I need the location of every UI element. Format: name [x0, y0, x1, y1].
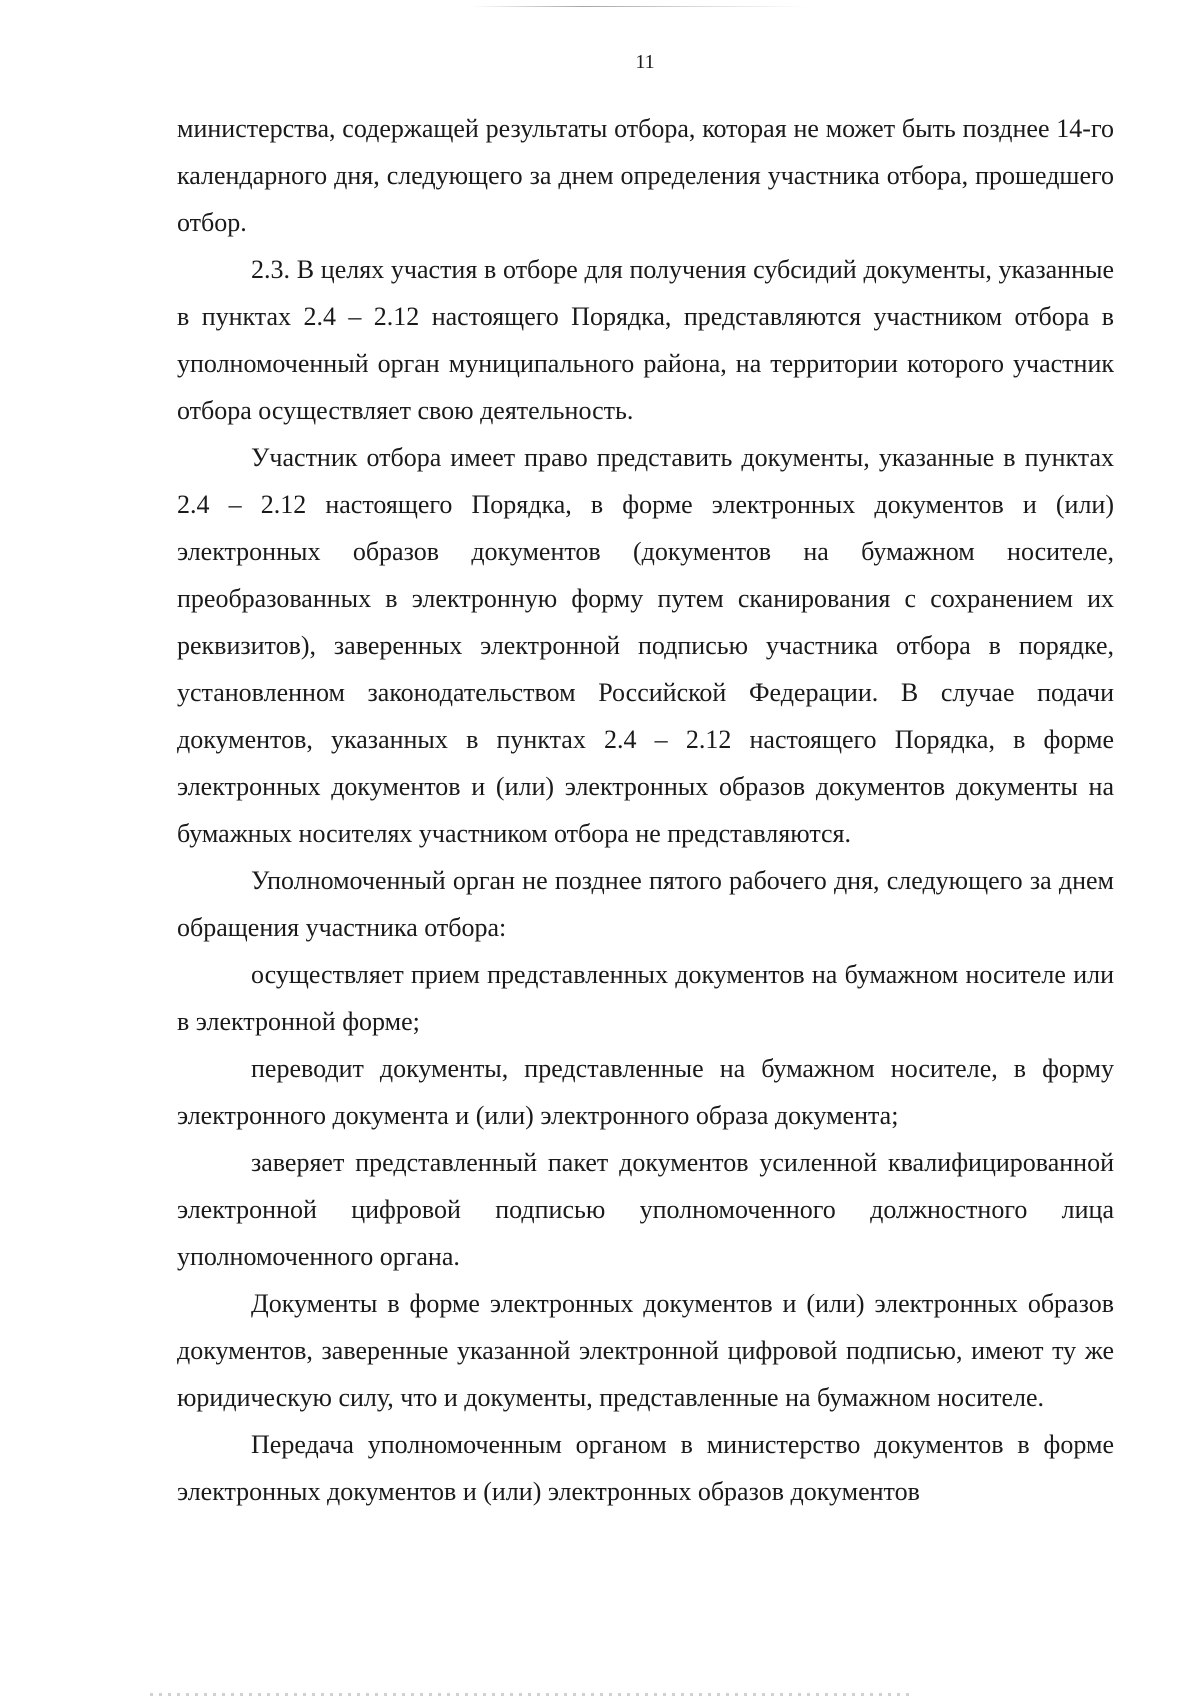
document-body	[177, 105, 1114, 1515]
paragraph-2-3: 2.3. В целях участия в отборе для получения субсидий документы, указанные в пунктах 2.4 – 2.12 настоящего Порядка, представляются участником отбора в уполномоченный орган муниципального района, на территории которого участник отбора осуществляет свою деятельность.	[177, 255, 1114, 425]
paragraph-electronic-documents: Участник отбора имеет право представить документы, указанные в пунктах 2.4 – 2.12 настоящего Порядка, в форме электронных документов и (или) электронных образов документов (документов на бумажном носителе, преобразованных в электронную форму путем сканирования с сохранением их реквизитов), заверенных электронной подписью участника отбора в порядке, установленном законодательством Российской Федерации. В случае подачи документов, указанных в пунктах 2.4 – 2.12 настоящего Порядка, в форме электронных документов и (или) электронных образов документов документы на бумажных носителях участником отбора не представляются.	[177, 443, 1114, 848]
paragraph-authorized-body: Уполномоченный орган не позднее пятого рабочего дня, следующего за днем обращения участника отбора:	[177, 866, 1114, 942]
list-item-accepts: осуществляет прием представленных документов на бумажном носителе или в электронной форме;	[177, 960, 1114, 1036]
paragraph-continuation: министерства, содержащей результаты отбора, которая не может быть позднее 14-го календарного дня, следующего за днем определения участника отбора, прошедшего отбор.	[177, 114, 1114, 237]
paragraph-transfer: Передача уполномоченным органом в министерство документов в форме электронных документов и (или) электронных образов документов	[177, 1430, 1114, 1506]
list-item-converts: переводит документы, представленные на бумажном носителе, в форму электронного документа и (или) электронного образа документа;	[177, 1054, 1114, 1130]
page-number: 11	[635, 51, 655, 73]
list-item-certifies: заверяет представленный пакет документов усиленной квалифицированной электронной цифровой подписью уполномоченного должностного лица уполномоченного органа.	[177, 1148, 1114, 1271]
scan-edge-top	[470, 6, 810, 7]
scan-edge-bottom	[150, 1693, 910, 1696]
paragraph-legal-force: Документы в форме электронных документов и (или) электронных образов документов, заверенные указанной электронной цифровой подписью, имеют ту же юридическую силу, что и документы, представленные на бумажном носителе.	[177, 1289, 1114, 1412]
